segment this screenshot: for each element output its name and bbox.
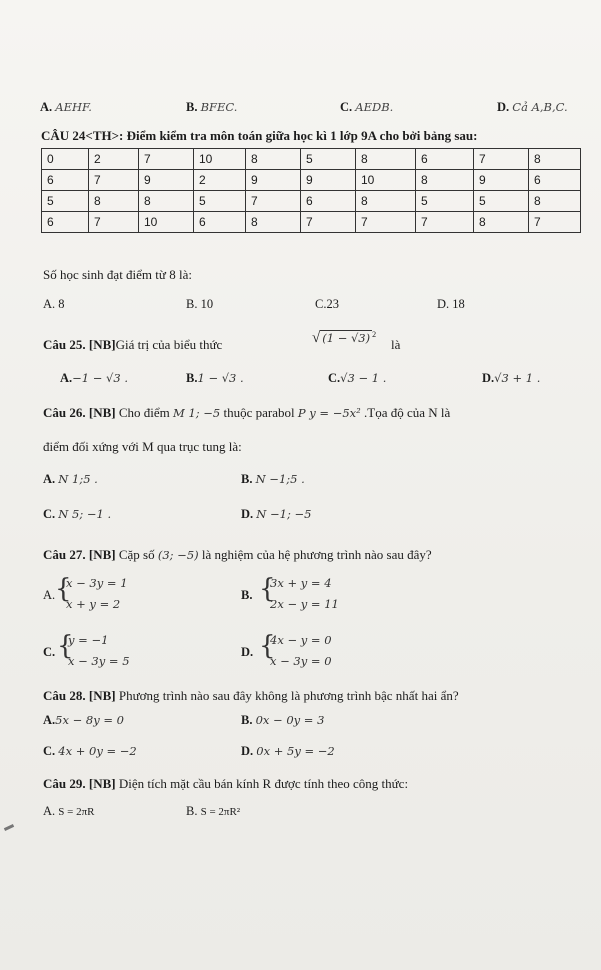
score-cell: 7 — [139, 149, 194, 170]
score-cell: 7 — [301, 212, 356, 233]
score-cell: 8 — [529, 191, 581, 212]
q26-option-b: B. N −1;5 . — [241, 472, 305, 486]
q28-option-a: A.5x − 8y = 0 — [43, 713, 124, 727]
score-cell: 6 — [194, 212, 246, 233]
q26-option-a: A. N 1;5 . — [43, 472, 98, 486]
q27-option-d-brace: { — [259, 631, 276, 661]
score-cell: 7 — [89, 212, 139, 233]
score-cell: 8 — [416, 170, 474, 191]
score-cell: 6 — [42, 212, 89, 233]
score-cell: 2 — [194, 170, 246, 191]
score-cell: 8 — [89, 191, 139, 212]
q27-option-a-eq2: x + y = 2 — [66, 597, 121, 611]
q28-option-d: D. 0x + 5y = −2 — [241, 744, 335, 758]
q24-option-d: D. 18 — [437, 297, 465, 311]
q25-tail: là — [391, 337, 401, 352]
q27-option-c-eq2: x − 3y = 5 — [68, 654, 130, 668]
q27-option-c-brace: { — [57, 631, 74, 661]
score-cell: 8 — [356, 191, 416, 212]
q27-option-a-label: A. — [43, 588, 56, 602]
score-cell: 7 — [474, 149, 529, 170]
q27-option-c-label: C. — [43, 645, 56, 659]
score-row — [42, 212, 581, 233]
q25-option-a: A.−1 − √3 . — [60, 371, 129, 385]
q23-option-d: D. Cả A,B,C. — [497, 100, 568, 114]
score-cell: 6 — [529, 170, 581, 191]
q29-option-b: B. S = 2πR² — [186, 804, 241, 818]
q27-option-a-brace: { — [55, 574, 72, 604]
score-cell: 7 — [89, 170, 139, 191]
q27-option-a-eq1: x − 3y = 1 — [66, 576, 128, 590]
score-cell: 6 — [416, 149, 474, 170]
score-cell: 8 — [474, 212, 529, 233]
q24-question: CÂU 24<TH>: Điểm kiểm tra môn toán giữa học kì 1 lớp 9A cho bởi bảng sau: — [41, 128, 478, 143]
q27-option-c-eq1: y = −1 — [68, 633, 109, 647]
score-cell: 7 — [246, 191, 301, 212]
score-cell: 5 — [301, 149, 356, 170]
score-cell: 5 — [42, 191, 89, 212]
q27-option-b-label: B. — [241, 588, 253, 602]
score-cell: 5 — [416, 191, 474, 212]
q29-question: Câu 29. [NB] Diện tích mặt cầu bán kính R được tính theo công thức: — [43, 776, 409, 791]
q26-option-c: C. N 5; −1 . — [43, 507, 112, 521]
score-cell: 9 — [139, 170, 194, 191]
score-cell: 8 — [356, 149, 416, 170]
q25-option-b: B.1 − √3 . — [186, 371, 244, 385]
q27-option-b-eq2: 2x − y = 11 — [270, 597, 339, 611]
score-cell: 0 — [42, 149, 89, 170]
q26-question: Câu 26. [NB] Cho điểm M 1; −5 thuộc parabol P y = −5x² .Tọa độ của N là — [43, 405, 451, 420]
q23-option-c: C. AEDB. — [340, 100, 394, 114]
q24-subquestion: Số học sinh đạt điểm từ 8 là: — [43, 267, 192, 282]
q24-option-c: C.23 — [315, 297, 339, 311]
q27-option-b-brace: { — [259, 574, 276, 604]
q24-option-a: A. 8 — [43, 297, 65, 311]
q28-option-b: B. 0x − 0y = 3 — [241, 713, 325, 727]
score-cell: 8 — [139, 191, 194, 212]
score-cell: 5 — [474, 191, 529, 212]
q25-expression: √ (1 − √3) $^2$ — [312, 330, 377, 346]
q25-question: Câu 25. [NB]Giá trị của biểu thức — [43, 337, 223, 352]
score-table — [41, 148, 581, 233]
score-row — [42, 170, 581, 191]
q25-option-c: C.√3 − 1 . — [328, 371, 387, 385]
score-row — [42, 191, 581, 212]
score-cell: 9 — [301, 170, 356, 191]
q26-option-d: D. N −1; −5 — [241, 507, 312, 521]
q27-option-b-eq1: 3x + y = 4 — [270, 576, 332, 590]
score-cell: 10 — [356, 170, 416, 191]
score-cell: 6 — [301, 191, 356, 212]
q23-option-b: B. BFEC. — [186, 100, 238, 114]
score-cell: 7 — [416, 212, 474, 233]
score-cell: 8 — [529, 149, 581, 170]
score-cell: 7 — [529, 212, 581, 233]
q28-option-c: C. 4x + 0y = −2 — [43, 744, 137, 758]
score-cell: 7 — [356, 212, 416, 233]
score-cell: 10 — [139, 212, 194, 233]
pen-mark — [4, 824, 14, 831]
score-cell: 9 — [246, 170, 301, 191]
score-cell: 6 — [42, 170, 89, 191]
score-cell: 2 — [89, 149, 139, 170]
score-cell: 8 — [246, 149, 301, 170]
q27-option-d-eq2: x − 3y = 0 — [270, 654, 332, 668]
q25-option-d: D.√3 + 1 . — [482, 371, 541, 385]
q27-option-d-eq1: 4x − y = 0 — [270, 633, 332, 647]
q29-option-a: A. S = 2πR — [43, 804, 95, 818]
q28-question: Câu 28. [NB] Phương trình nào sau đây không là phương trình bậc nhất hai ẩn? — [43, 688, 459, 703]
score-cell: 9 — [474, 170, 529, 191]
q24-option-b: B. 10 — [186, 297, 214, 311]
q23-option-a: A. AEHF. — [40, 100, 92, 114]
score-cell: 8 — [246, 212, 301, 233]
q26-question-line2: điểm đối xứng với M qua trục tung là: — [43, 439, 242, 454]
q27-question: Câu 27. [NB] Cặp số (3; −5) là nghiệm của hệ phương trình nào sau đây? — [43, 547, 432, 562]
q27-option-d-label: D. — [241, 645, 254, 659]
score-row — [42, 149, 581, 170]
score-cell: 10 — [194, 149, 246, 170]
score-cell: 5 — [194, 191, 246, 212]
